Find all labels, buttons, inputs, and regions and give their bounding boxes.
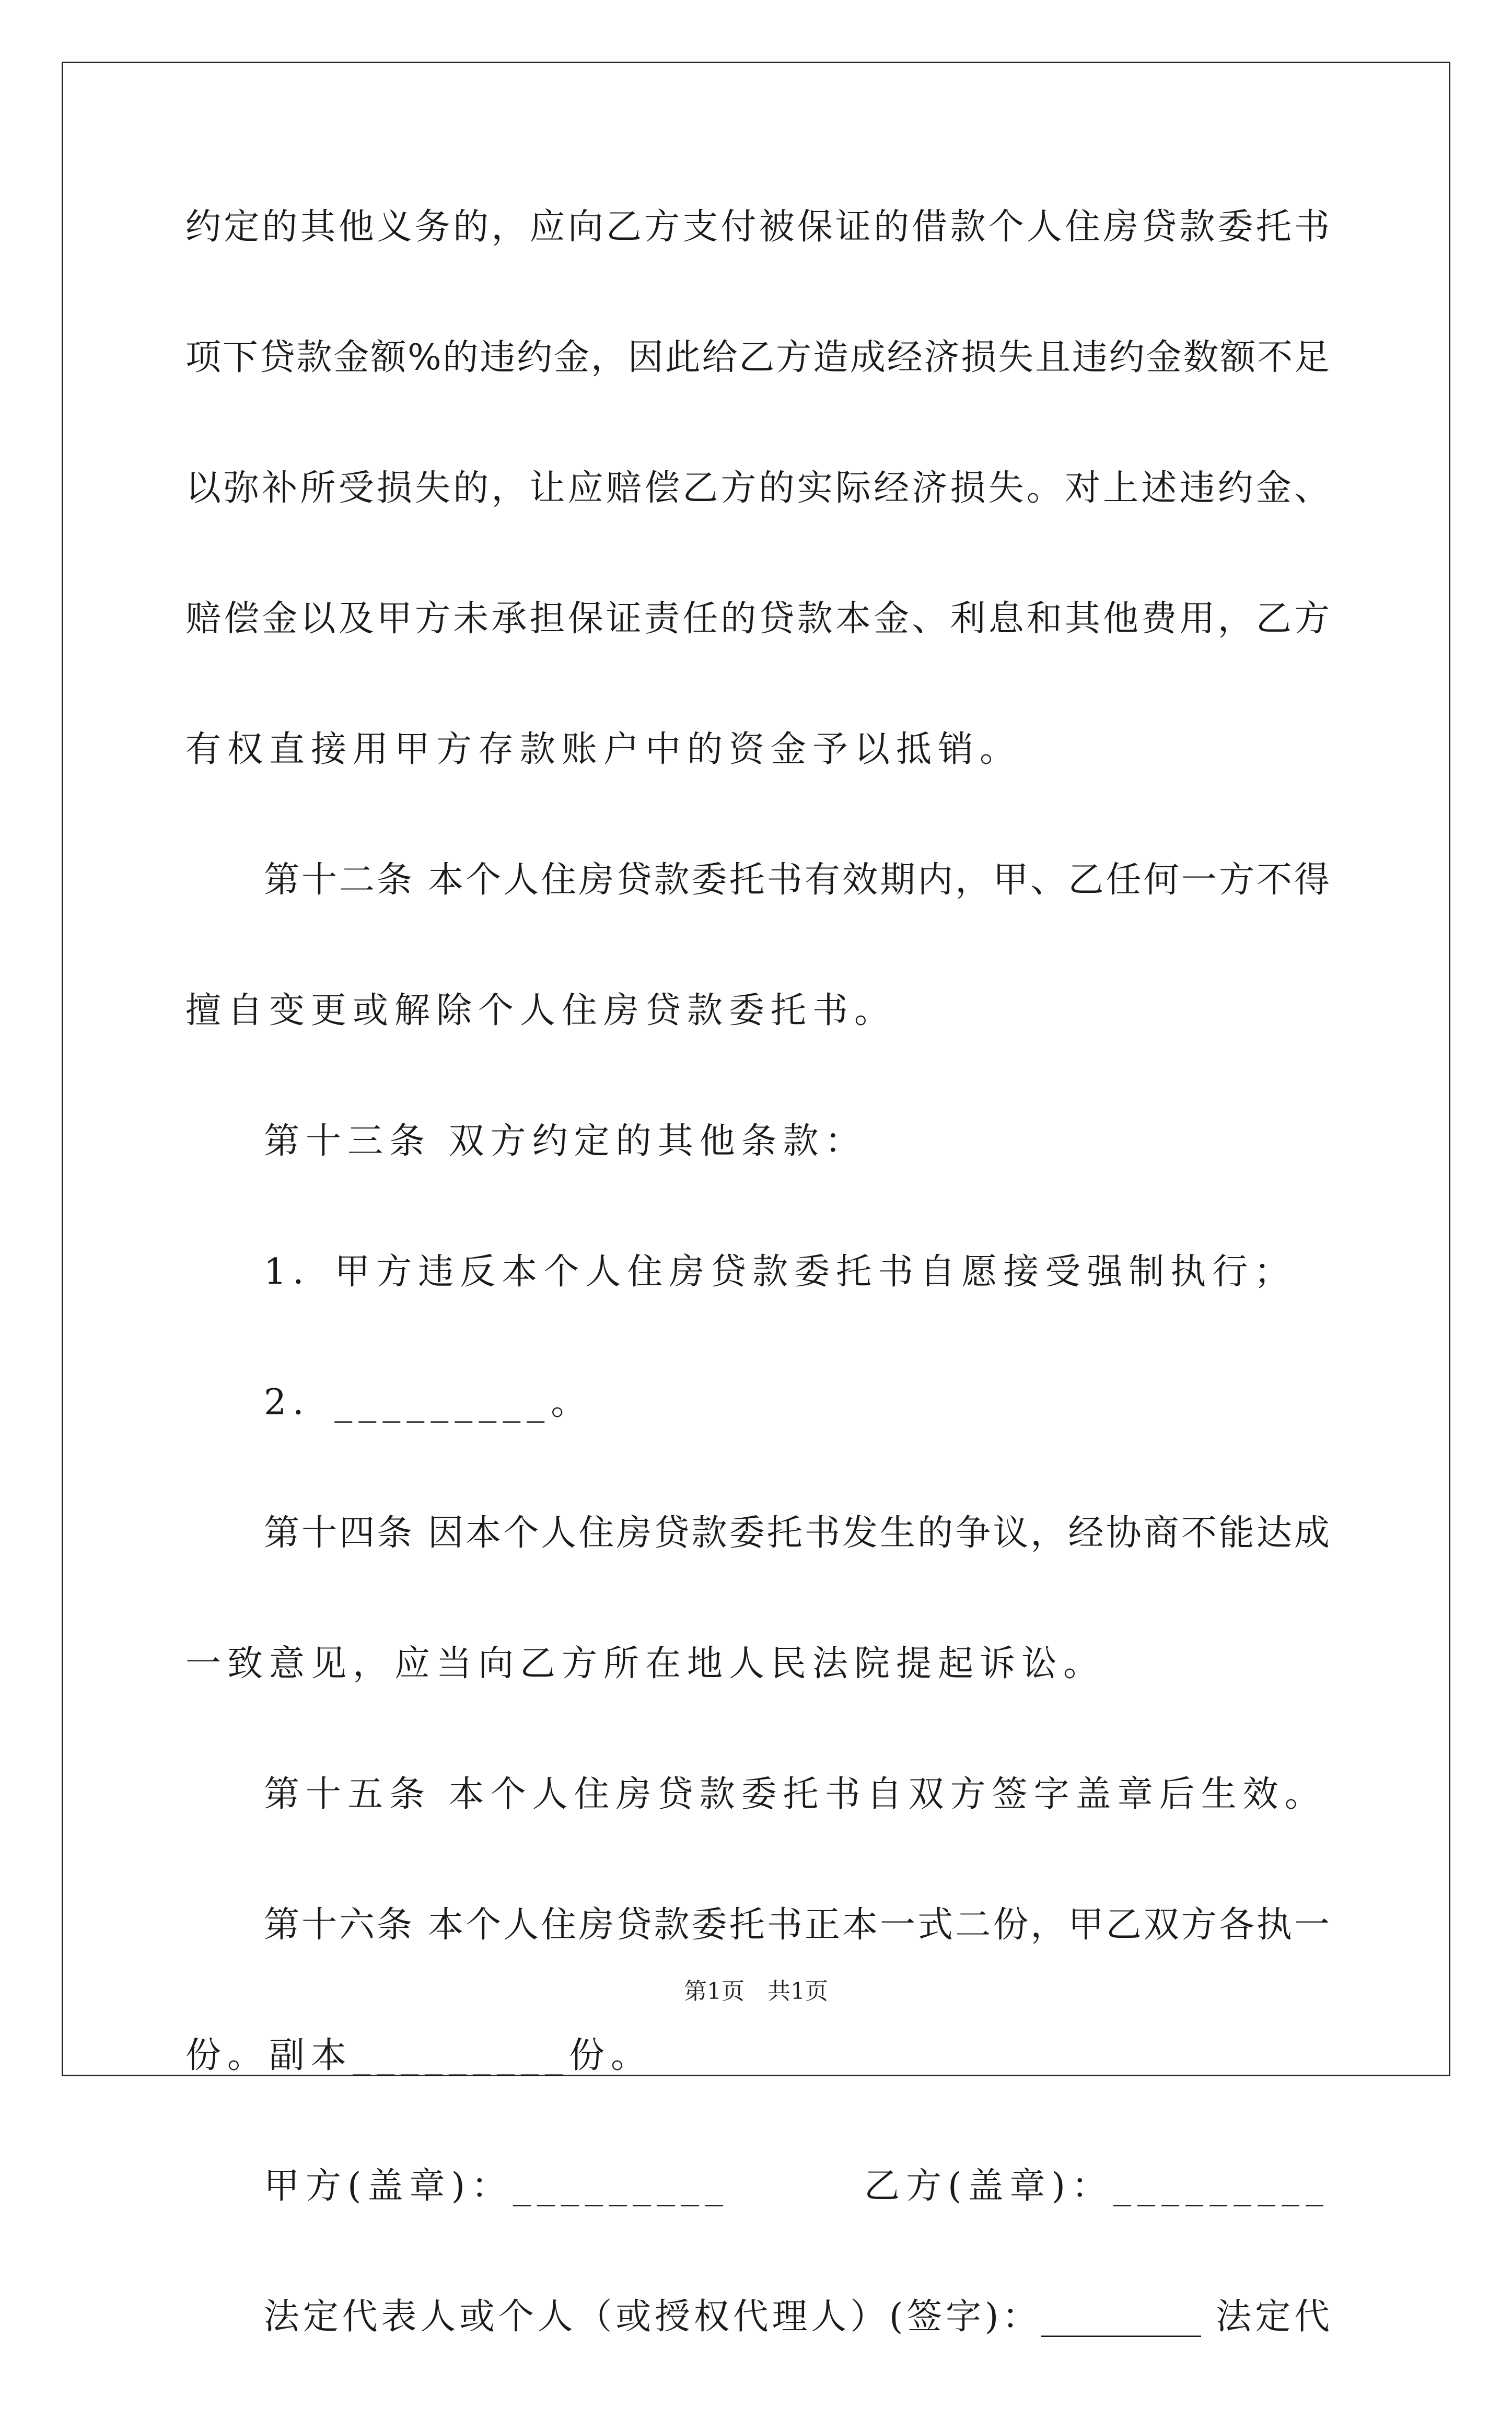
article-12-line: 第十二条 本个人住房贷款委托书有效期内，甲、乙任何一方不得: [264, 859, 1330, 901]
paragraph-line: 有权直接用甲方存款账户中的资金予以抵销。: [185, 729, 1022, 770]
article-13-item-2: 2．_________。: [264, 1382, 593, 1423]
article-14-line: 一致意见，应当向乙方所在地人民法院提起诉讼。: [185, 1643, 1106, 1684]
article-13-item-1: 1．甲方违反本个人住房贷款委托书自愿接受强制执行；: [264, 1251, 1296, 1293]
article-16-line: 第十六条 本个人住房贷款委托书正本一式二份，甲乙双方各执一: [264, 1904, 1330, 1946]
article-15-line: 第十五条 本个人住房贷款委托书自双方签字盖章后生效。: [264, 1774, 1327, 1815]
party-a-seal: 甲方(盖章)：_________: [264, 2166, 730, 2207]
paragraph-line: 约定的其他义务的，应向乙方支付被保证的借款个人住房贷款委托书: [185, 206, 1330, 248]
page-number: 第1页 共1页: [684, 1978, 828, 2005]
legal-representative-line: 法定代表人或个人（或授权代理人）(签字)：_________ 法定代: [264, 2296, 1330, 2337]
article-14-line: 第十四条 因本个人住房贷款委托书发生的争议，经协商不能达成: [264, 1513, 1330, 1554]
article-13-heading: 第十三条 双方约定的其他条款：: [264, 1121, 867, 1162]
article-12-line: 擅自变更或解除个人住房贷款委托书。: [185, 990, 897, 1031]
party-b-seal: 乙方(盖章)：_________: [864, 2166, 1330, 2207]
paragraph-line: 项下贷款金额%的违约金，因此给乙方造成经济损失且违约金数额不足: [185, 337, 1330, 378]
paragraph-line: 以弥补所受损失的，让应赔偿乙方的实际经济损失。对上述违约金、: [185, 468, 1330, 509]
document-body: [185, 199, 1330, 2419]
signature-row: [185, 2158, 1330, 2288]
paragraph-line: 赔偿金以及甲方未承担保证责任的贷款本金、利息和其他费用，乙方: [185, 598, 1330, 639]
article-16-line: 份。副本_________份。: [185, 2035, 653, 2076]
